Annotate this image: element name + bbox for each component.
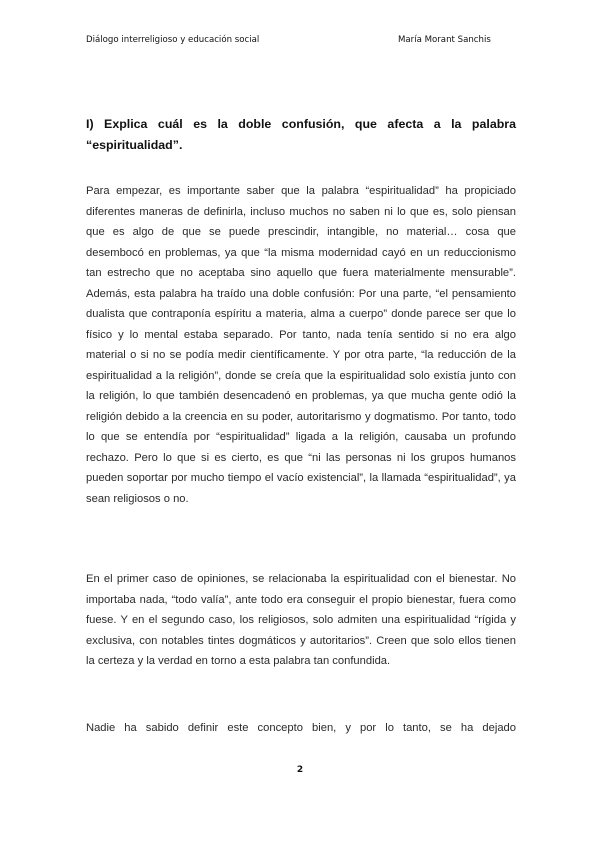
header-author: María Morant Sanchis [398, 35, 491, 45]
paragraph-3: Nadie ha sabido definir este concepto bien, y por lo tanto, se ha dejado [86, 722, 516, 734]
paragraph-2: En el primer caso de opiniones, se relacionaba la espiritualidad con el bienestar. No importaba nada, “todo valía”, ante todo era conseguir el propio bienestar, fuera como fuese. Y en el segundo caso, los religiosos, solo admiten una espiritualidad “rígida y exclusiva, con notables tintes dogmáticos y autoritarios”. Creen que solo ellos tienen la certeza y la verdad en torno a esta palabra tan confundida. [86, 573, 516, 667]
paragraph-1: Para empezar, es importante saber que la palabra “espiritualidad” ha propiciado diferentes maneras de definirla, incluso muchos no saben ni lo que es, solo piensan que es algo de que se puede prescindir, intangible, no material… cosa que desembocó en problemas, ya que “la misma modernidad cayó en un reduccionismo tan estrecho que no aceptaba sino aquello que fuera materialmente mensurable”. Además, esta palabra ha traído una doble confusión: Por una parte, “el pensamiento dualista que contraponía espíritu a materia, alma a cuerpo” donde parece ser que lo físico y lo mental estaba separado. Por tanto, nada tenía sentido si no era algo material o si no se podía medir científicamente. Y por otra parte, “la reducción de la espiritualidad a la religión”, donde se creía que la espiritualidad solo existía junto con la religión, lo que también desencadenó en problemas, ya que mucha gente odió la religión debido a la creencia en su poder, autoritarismo y dogmatismo. Por tanto, todo lo que se entendía por “espiritualidad” ligada a la religión, causaba un profundo rechazo. Pero lo que si es cierto, es que “ni las personas ni los grupos humanos pueden soportar por mucho tiempo el vacío existencial”, la llamada “espiritualidad”, ya sean religiosos o no. [86, 185, 516, 505]
page-number: 2 [296, 765, 304, 775]
question-heading: I) Explica cuál es la doble confusión, que afecta a la palabra “espiritualidad”. [86, 117, 516, 152]
header-course-title: Diálogo interreligioso y educación social [86, 35, 260, 45]
